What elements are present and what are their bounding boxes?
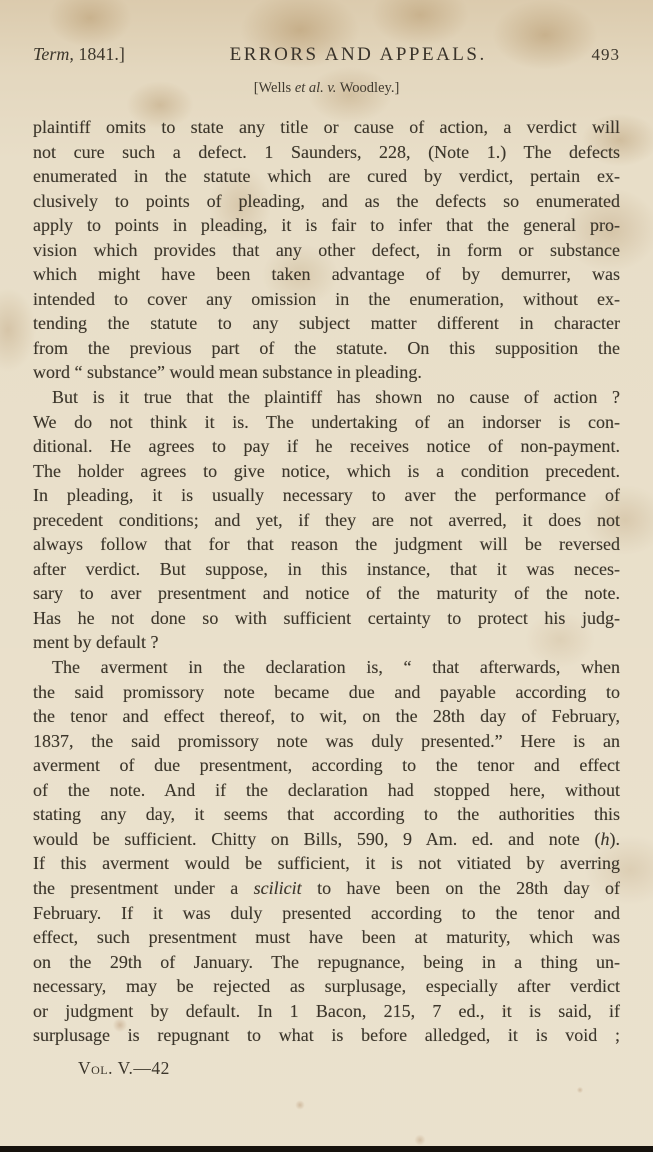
text-line: In pleading, it is usually necessary to aver the performance of [33, 485, 620, 506]
term-label [33, 44, 125, 65]
running-header [33, 44, 620, 68]
text-line: the tenor and effect thereof, to wit, on the 28th day of February, [33, 706, 620, 727]
case-caption [0, 80, 653, 97]
volume-signature-line: Vol. V.—42 [78, 1058, 170, 1078]
paragraph [33, 385, 620, 655]
text-line: If this averment would be sufficient, it is not vitiated by averring [33, 853, 620, 874]
text-line: of the note. And if the declaration had stopped here, without [33, 779, 620, 800]
text-line: which might have been taken advantage of by demurrer, was [33, 264, 620, 285]
body-text [33, 115, 620, 1048]
text-line: necessary, may be rejected as surplusage, especially after verdict [33, 976, 620, 997]
paragraph [33, 115, 620, 385]
text-line: intended to cover any omission in the enumeration, without ex- [33, 288, 620, 309]
case-caption-italic: et al. v. [294, 80, 337, 96]
text-line: would be sufficient. Chitty on Bills, 590, 9 Am. ed. and note (h). [33, 828, 620, 849]
text-line: ditional. He agrees to pay if he receives notice of non-payment. [33, 436, 620, 457]
text-line: always follow that for that reason the judgment will be reversed [33, 534, 620, 555]
text-line: after verdict. But suppose, in this instance, that it was neces- [33, 558, 620, 579]
text-line: But is it true that the plaintiff has shown no cause of action ? [52, 387, 620, 408]
text-line: not cure such a defect. 1 Saunders, 228, (Note 1.) The defects [33, 141, 620, 162]
text-line: averment of due presentment, according to the tenor and effect [33, 755, 620, 776]
text-line: the said promissory note became due and payable according to [33, 681, 620, 702]
term-rest: 1841.] [73, 44, 125, 64]
text-line: plaintiff omits to state any title or cause of action, a verdict will [33, 117, 620, 137]
text-line: word “ substance” would mean substance in pleading. [33, 362, 422, 383]
text-line: The holder agrees to give notice, which is a condition precedent. [33, 460, 620, 481]
case-caption-close: Woodley.] [336, 80, 400, 96]
text-line: surplusage is repugnant to what is before alledged, it is void ; [33, 1025, 620, 1046]
text-line: from the previous part of the statute. On this supposition the [33, 337, 620, 358]
text-line: sary to aver presentment and notice of the maturity of the note. [33, 583, 620, 604]
text-line: or judgment by default. In 1 Bacon, 215, 7 ed., it is said, if [33, 1000, 620, 1021]
case-caption-open: [Wells [253, 80, 295, 96]
text-line: clusively to points of pleading, and as the defects so enumerated [33, 190, 620, 211]
text-line: stating any day, it seems that according to the authorities this [33, 804, 620, 825]
text-line: apply to points in pleading, it is fair to infer that the general pro- [33, 215, 620, 236]
term-italic: Term, [33, 44, 74, 64]
text-line: tending the statute to any subject matter different in character [33, 313, 620, 334]
text-line: on the 29th of January. The repugnance, being in a thing un- [33, 951, 620, 972]
text-line: 1837, the said promissory note was duly presented.” Here is an [33, 730, 620, 751]
text-line: the presentment under a scilicit to have been on the 28th day of [33, 877, 621, 898]
text-line: precedent conditions; and yet, if they are not averred, it does not [33, 509, 620, 530]
text-line: enumerated in the statute which are cured by verdict, pertain ex- [33, 166, 620, 187]
page-number: 493 [591, 45, 620, 64]
text-line: February. If it was duly presented according to the tenor and [33, 902, 620, 923]
scan-edge [0, 1146, 653, 1152]
text-line: We do not think it is. The undertaking of an indorser is con- [33, 411, 620, 432]
text-line: Has he not done so with sufficient certainty to protect his judg- [33, 607, 620, 628]
text-line: effect, such presentment must have been at maturity, which was [33, 927, 620, 948]
page-title: ERRORS AND APPEALS. [229, 44, 487, 65]
paragraph [33, 655, 620, 1048]
text-line: ment by default ? [33, 632, 159, 653]
text-line: The averment in the declaration is, “ that afterwards, when [52, 657, 620, 678]
text-line: vision which provides that any other defect, in form or substance [33, 239, 620, 260]
